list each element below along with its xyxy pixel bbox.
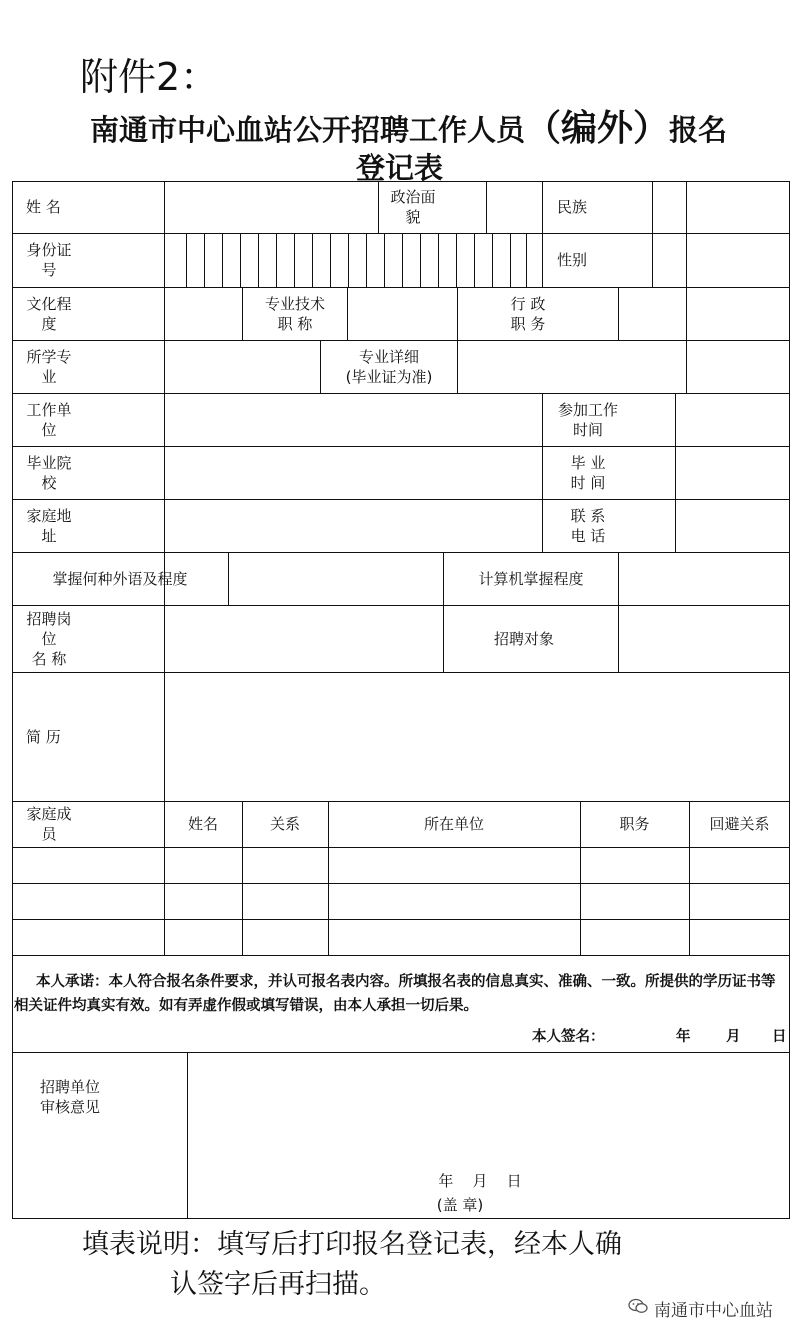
family-header-name: 姓名 [187, 815, 218, 833]
signature-month: 月 [726, 1029, 741, 1045]
label-phone: 联 系 电 话 [570, 506, 606, 545]
id-digit-line [222, 233, 223, 287]
title-main: 南通市中心血站公开招聘工作人员 [90, 113, 526, 147]
fill-instruction-line2: 认签字后再扫描。 [170, 1269, 386, 1300]
label-work-unit: 工作单 位 [26, 400, 72, 439]
id-digit-line [474, 233, 475, 287]
col-line [652, 181, 653, 287]
col-line [457, 340, 458, 393]
label-graduation-time: 毕 业 时 间 [570, 453, 606, 492]
label-computer-skill: 计算机掌握程度 [478, 569, 584, 588]
label-recruit-target: 招聘对象 [493, 629, 554, 648]
label-home-address: 家庭地 址 [26, 506, 72, 545]
col-line [187, 1052, 188, 1219]
col-line [675, 393, 676, 552]
label-admin-position: 行 政 职 务 [510, 294, 546, 333]
id-digit-line [258, 233, 259, 287]
id-digit-line [348, 233, 349, 287]
col-line [542, 181, 543, 287]
family-header-avoidance: 回避关系 [709, 815, 770, 833]
row-line [12, 919, 790, 920]
review-seal: (盖 章) [436, 1196, 484, 1214]
signature-label: 本人签名： [532, 1029, 605, 1045]
form-title-line2: 登记表 [355, 151, 443, 185]
id-digit-line [240, 233, 241, 287]
title-tail: 报名 [669, 113, 728, 147]
id-digit-line [456, 233, 457, 287]
id-digit-line [294, 233, 295, 287]
row-line [12, 605, 790, 606]
family-header-post: 职务 [619, 815, 650, 833]
form-title [90, 100, 790, 151]
label-foreign-language: 掌握何种外语及程度 [52, 569, 188, 588]
pledge-text: 本人承诺：本人符合报名条件要求，并认可报名表内容。所填报名表的信息真实、准确、一致。所提供的学历证书等相关证件均真实有效。如有弄虚作假或填写错误，由本人承担一切后果。 [14, 974, 776, 1014]
family-header-unit: 所在单位 [423, 815, 484, 833]
id-digit-line [402, 233, 403, 287]
signature-year: 年 [676, 1029, 691, 1045]
col-line [618, 552, 619, 672]
watermark-text: 南通市中心血站 [654, 1301, 773, 1321]
col-line [486, 181, 487, 233]
label-gender: 性别 [557, 251, 588, 269]
id-digit-line [510, 233, 511, 287]
col-line [686, 181, 687, 393]
row-line [12, 1052, 790, 1053]
col-line [347, 287, 348, 340]
id-digit-line [492, 233, 493, 287]
fill-instruction-line1: 填表说明：填写后打印报名登记表，经本人确 [82, 1229, 622, 1260]
watermark [628, 1296, 773, 1321]
signature-day: 日 [772, 1029, 787, 1045]
review-date: 年 月 日 [438, 1172, 522, 1190]
wechat-icon [628, 1298, 648, 1319]
label-family-members: 家庭成 员 [26, 805, 72, 843]
label-education: 文化程 度 [26, 294, 72, 333]
row-line [12, 446, 790, 447]
id-digit-line [312, 233, 313, 287]
id-digit-line [276, 233, 277, 287]
label-ethnicity: 民族 [557, 198, 588, 216]
label-major-detail: 专业详细 (毕业证为准) [345, 347, 433, 386]
row-line [12, 883, 790, 884]
label-name: 姓 名 [26, 198, 61, 216]
label-review-opinion: 招聘单位 审核意见 [40, 1078, 101, 1116]
family-header-relation: 关系 [269, 815, 300, 833]
label-work-start-time: 参加工作 时间 [557, 400, 618, 439]
label-id-number: 身份证 号 [26, 241, 72, 279]
id-digit-line [420, 233, 421, 287]
id-digit-line [384, 233, 385, 287]
id-digit-line [438, 233, 439, 287]
row-line [12, 955, 790, 956]
id-digit-line [204, 233, 205, 287]
row-line [12, 233, 790, 234]
row-line [12, 847, 790, 848]
id-digit-line [526, 233, 527, 287]
label-professional-title: 专业技术 职 称 [264, 294, 325, 333]
id-digit-line [366, 233, 367, 287]
id-digit-line [186, 233, 187, 287]
row-line [12, 499, 790, 500]
label-graduate-school: 毕业院 校 [26, 453, 72, 492]
row-line [12, 393, 790, 394]
row-line [12, 287, 790, 288]
title-paren: （编外） [525, 108, 670, 149]
label-resume: 简 历 [26, 727, 61, 746]
id-digit-line [330, 233, 331, 287]
label-political-status: 政治面 貌 [390, 188, 436, 226]
col-line [618, 287, 619, 340]
attachment-label: 附件2： [80, 55, 219, 99]
label-position: 招聘岗 位 名 称 [26, 609, 72, 668]
col-line [228, 552, 229, 605]
label-major: 所学专 业 [26, 347, 72, 386]
